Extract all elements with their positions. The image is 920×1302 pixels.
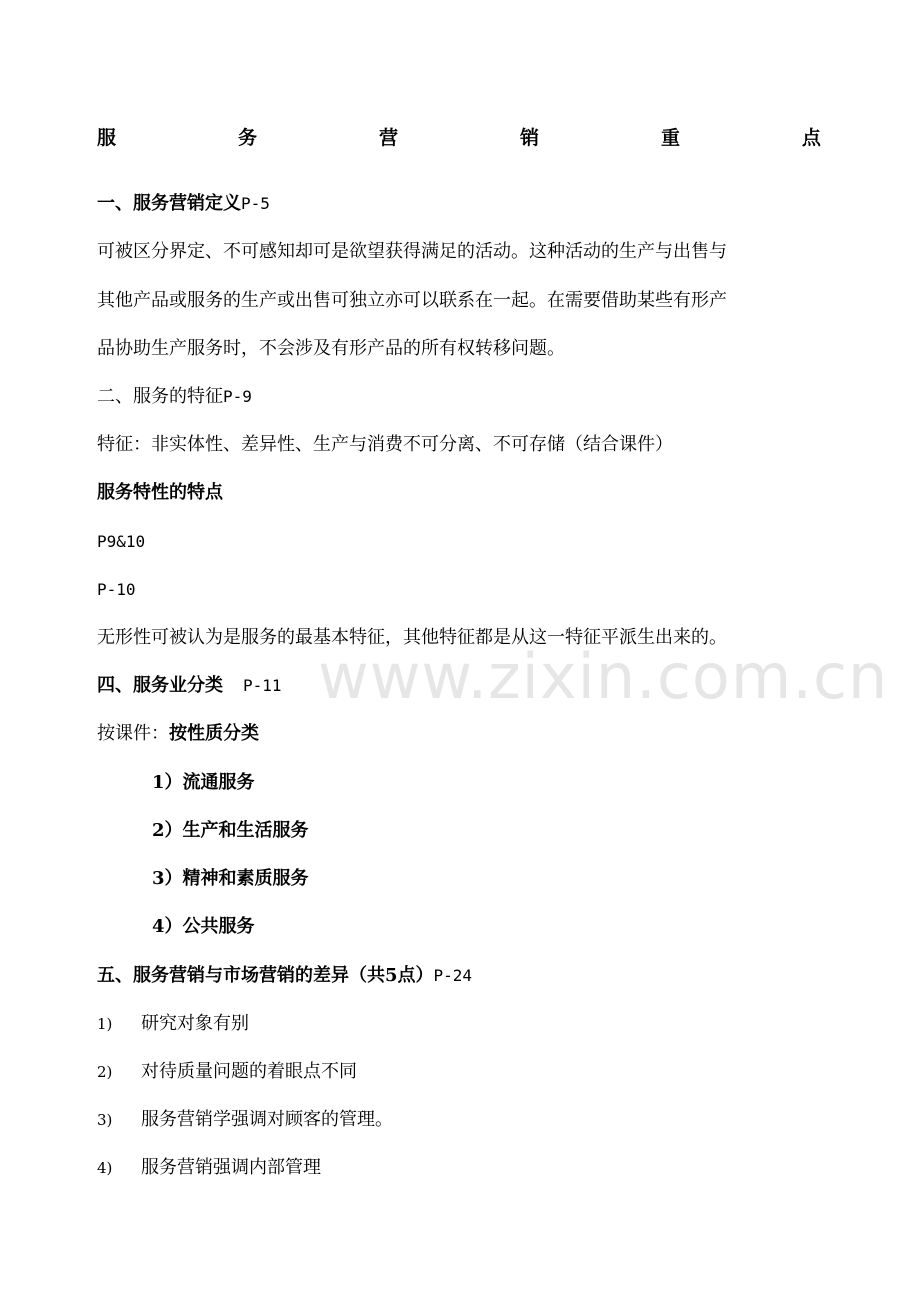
list-item: 3）精神和素质服务 <box>152 868 309 889</box>
section-2-page-ref: P-10 <box>97 580 136 599</box>
title-char: 营 <box>378 127 398 149</box>
page-title <box>97 126 821 150</box>
section-1-paragraph-line: 可被区分界定、不可感知却可是欲望获得满足的活动。这种活动的生产与出售与 <box>97 241 727 262</box>
list-item: 2）生产和生活服务 <box>152 820 309 841</box>
section-2-heading <box>97 385 252 409</box>
title-char: 务 <box>237 127 257 149</box>
list-item: 4）公共服务 <box>152 916 255 937</box>
list-item-number: 4) <box>97 1159 113 1177</box>
list-item-text: 服务营销学强调对顾客的管理。 <box>141 1109 393 1130</box>
list-item-text: 对待质量问题的着眼点不同 <box>141 1061 357 1082</box>
watermark: www.zixin.com.cn <box>318 640 889 713</box>
section-4-lead-normal: 按课件： <box>97 723 169 744</box>
section-4-lead <box>97 722 259 746</box>
section-1-paragraph-line: 品协助生产服务时，不会涉及有形产品的所有权转移问题。 <box>97 338 565 359</box>
section-2-page-ref: P9&10 <box>97 532 146 551</box>
section-2-subheading: 服务特性的特点 <box>97 482 223 503</box>
section-4-ref: P-11 <box>243 676 282 695</box>
section-4-lead-bold: 按性质分类 <box>169 723 259 744</box>
section-5-heading <box>97 964 472 988</box>
section-1-heading <box>97 192 270 216</box>
title-char: 销 <box>519 127 539 149</box>
section-4-heading-text: 四、服务业分类 <box>97 675 223 696</box>
list-item <box>97 1108 393 1132</box>
list-item-number: 1) <box>97 1015 113 1033</box>
list-item-number: 3) <box>97 1111 113 1129</box>
list-item <box>97 1060 357 1084</box>
section-1-paragraph-line: 其他产品或服务的生产或出售可独立亦可以联系在一起。在需要借助某些有形产 <box>97 290 727 311</box>
list-item-text: 研究对象有别 <box>141 1013 249 1034</box>
list-item-number: 2) <box>97 1063 113 1081</box>
title-char: 点 <box>801 127 821 149</box>
section-1-ref: P-5 <box>241 194 270 213</box>
section-2-ref: P-9 <box>223 387 252 406</box>
title-char: 重 <box>660 127 680 149</box>
section-4-heading <box>97 674 282 698</box>
list-item <box>97 1012 249 1036</box>
section-2-heading-text: 二、服务的特征 <box>97 386 223 407</box>
section-5-heading-text: 五、服务营销与市场营销的差异（共5点） <box>97 965 434 986</box>
title-char: 服 <box>97 127 117 149</box>
list-item-text: 服务营销强调内部管理 <box>141 1157 321 1178</box>
section-1-heading-text: 一、服务营销定义 <box>97 193 241 214</box>
section-2-note: 无形性可被认为是服务的最基本特征，其他特征都是从这一特征平派生出来的。 <box>97 627 727 648</box>
section-5-ref: P-24 <box>433 966 473 985</box>
list-item <box>97 1156 321 1180</box>
section-2-features: 特征：非实体性、差异性、生产与消费不可分离、不可存储（结合课件） <box>97 434 673 455</box>
list-item: 1）流通服务 <box>152 772 255 793</box>
